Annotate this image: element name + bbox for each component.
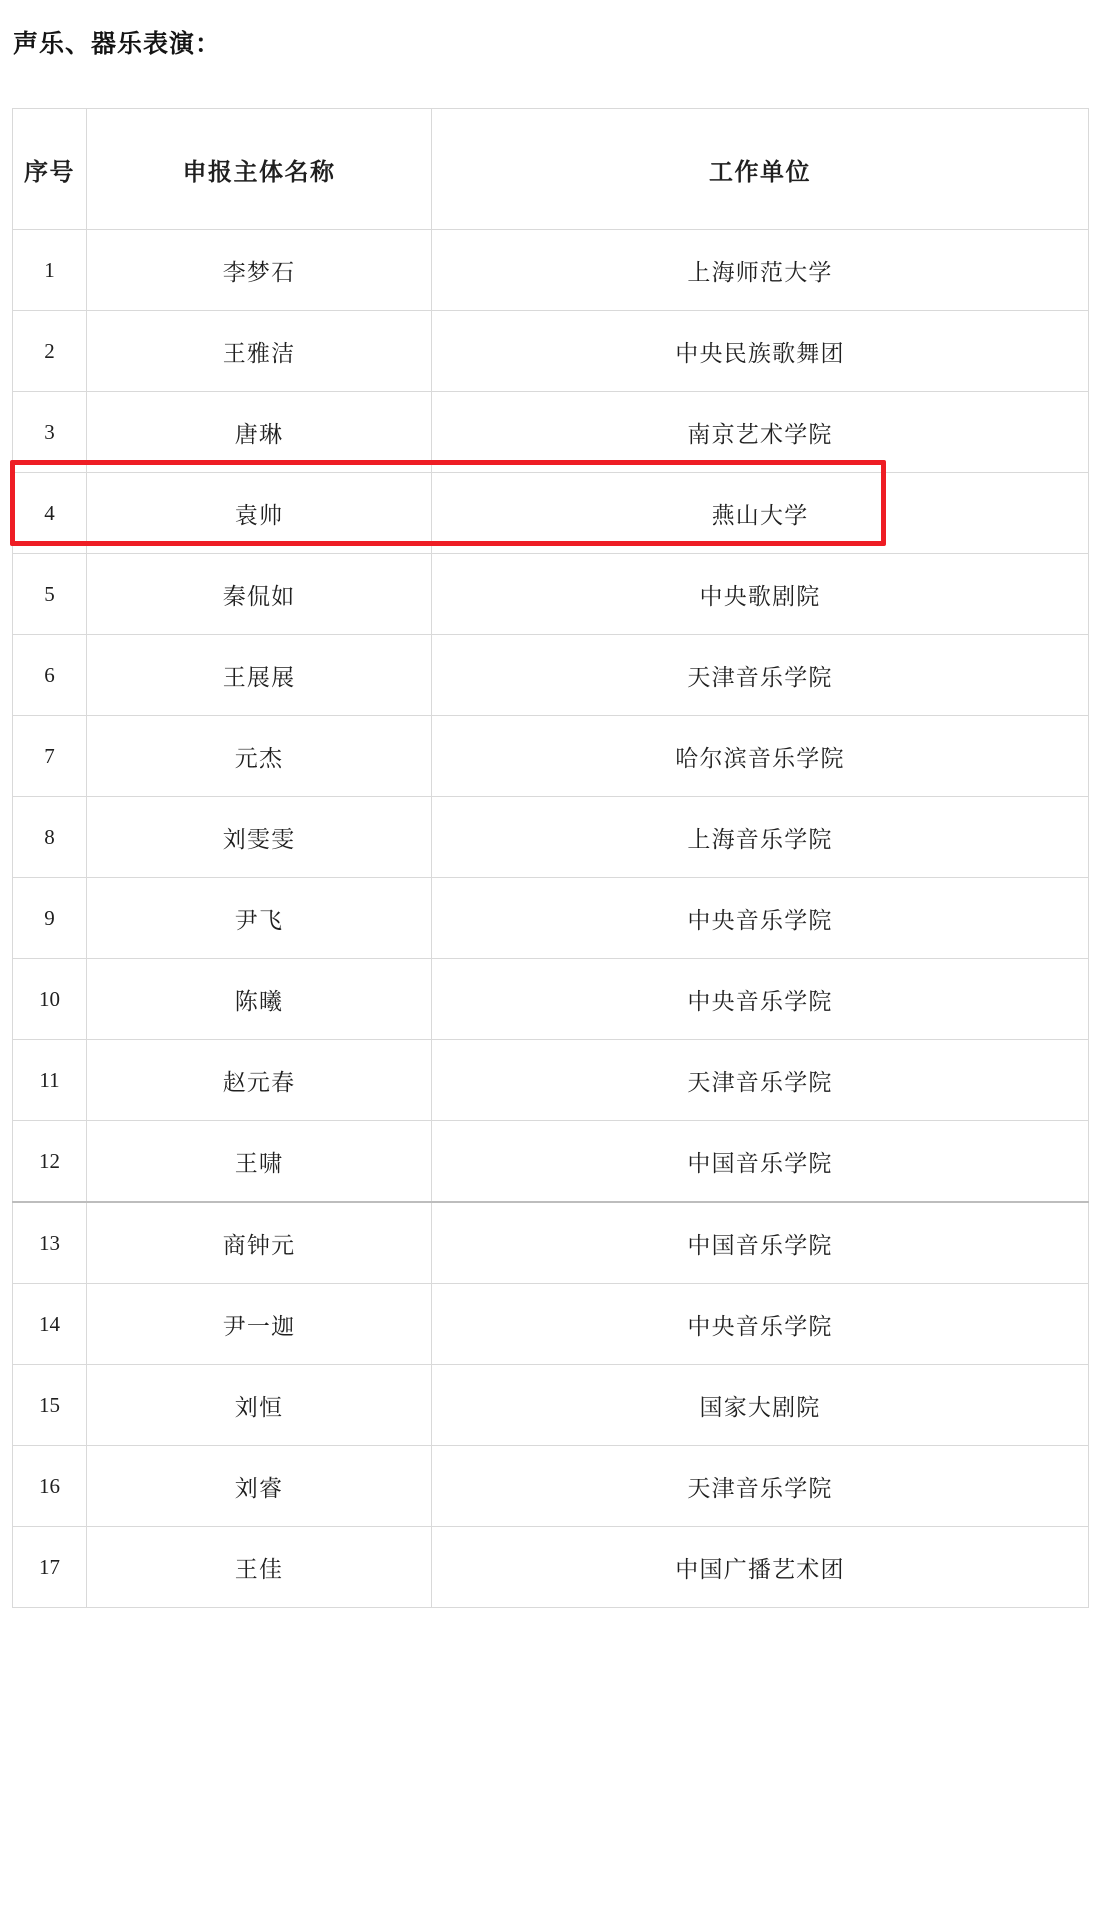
column-header-index: 序号 <box>13 109 87 230</box>
table-row <box>13 1365 1089 1446</box>
cell-index: 15 <box>13 1365 87 1446</box>
cell-org: 上海音乐学院 <box>432 797 1089 878</box>
cell-org: 中国广播艺术团 <box>432 1527 1089 1608</box>
cell-org: 天津音乐学院 <box>432 1040 1089 1121</box>
cell-name: 刘雯雯 <box>87 797 432 878</box>
cell-index: 12 <box>13 1121 87 1203</box>
cell-org: 中央民族歌舞团 <box>432 311 1089 392</box>
cell-org: 天津音乐学院 <box>432 635 1089 716</box>
table-row <box>13 959 1089 1040</box>
table-row <box>13 878 1089 959</box>
cell-name: 秦侃如 <box>87 554 432 635</box>
cell-index: 9 <box>13 878 87 959</box>
cell-name: 唐琳 <box>87 392 432 473</box>
cell-name: 王啸 <box>87 1121 432 1203</box>
table-row <box>13 797 1089 878</box>
cell-index: 4 <box>13 473 87 554</box>
cell-org: 中央音乐学院 <box>432 959 1089 1040</box>
table-body <box>13 230 1089 1608</box>
cell-org: 中央音乐学院 <box>432 1284 1089 1365</box>
cell-index: 5 <box>13 554 87 635</box>
cell-name: 刘睿 <box>87 1446 432 1527</box>
cell-index: 2 <box>13 311 87 392</box>
cell-org: 南京艺术学院 <box>432 392 1089 473</box>
cell-org: 中央音乐学院 <box>432 878 1089 959</box>
cell-org: 燕山大学 <box>432 473 1089 554</box>
cell-name: 元杰 <box>87 716 432 797</box>
cell-org: 哈尔滨音乐学院 <box>432 716 1089 797</box>
cell-name: 刘恒 <box>87 1365 432 1446</box>
cell-index: 14 <box>13 1284 87 1365</box>
cell-org: 天津音乐学院 <box>432 1446 1089 1527</box>
table-row <box>13 716 1089 797</box>
cell-index: 1 <box>13 230 87 311</box>
cell-name: 李梦石 <box>87 230 432 311</box>
roster-table <box>12 108 1089 1608</box>
cell-name: 袁帅 <box>87 473 432 554</box>
table-row <box>13 392 1089 473</box>
table-row <box>13 230 1089 311</box>
cell-name: 王雅洁 <box>87 311 432 392</box>
table-row <box>13 311 1089 392</box>
table-row <box>13 1284 1089 1365</box>
cell-index: 16 <box>13 1446 87 1527</box>
cell-name: 赵元春 <box>87 1040 432 1121</box>
cell-index: 8 <box>13 797 87 878</box>
cell-index: 7 <box>13 716 87 797</box>
table-row <box>13 1040 1089 1121</box>
cell-index: 6 <box>13 635 87 716</box>
cell-name: 尹一迦 <box>87 1284 432 1365</box>
table-row <box>13 1446 1089 1527</box>
table-row <box>13 1202 1089 1284</box>
column-header-org: 工作单位 <box>432 109 1089 230</box>
cell-org: 国家大剧院 <box>432 1365 1089 1446</box>
cell-name: 尹飞 <box>87 878 432 959</box>
table-row-highlighted <box>13 473 1089 554</box>
cell-name: 王佳 <box>87 1527 432 1608</box>
table-row <box>13 554 1089 635</box>
table-row <box>13 635 1089 716</box>
table-row <box>13 1527 1089 1608</box>
cell-index: 10 <box>13 959 87 1040</box>
table-row <box>13 1121 1089 1203</box>
section-heading: 声乐、器乐表演： <box>13 31 222 58</box>
cell-index: 11 <box>13 1040 87 1121</box>
cell-org: 上海师范大学 <box>432 230 1089 311</box>
cell-name: 王展展 <box>87 635 432 716</box>
roster-table-container <box>12 108 1088 1608</box>
cell-index: 13 <box>13 1202 87 1284</box>
cell-index: 3 <box>13 392 87 473</box>
table-header-row <box>13 109 1089 230</box>
table-header <box>13 109 1089 230</box>
cell-name: 商钟元 <box>87 1202 432 1284</box>
column-header-name: 申报主体名称 <box>87 109 432 230</box>
cell-index: 17 <box>13 1527 87 1608</box>
cell-org: 中国音乐学院 <box>432 1202 1089 1284</box>
cell-org: 中国音乐学院 <box>432 1121 1089 1203</box>
cell-org: 中央歌剧院 <box>432 554 1089 635</box>
cell-name: 陈曦 <box>87 959 432 1040</box>
